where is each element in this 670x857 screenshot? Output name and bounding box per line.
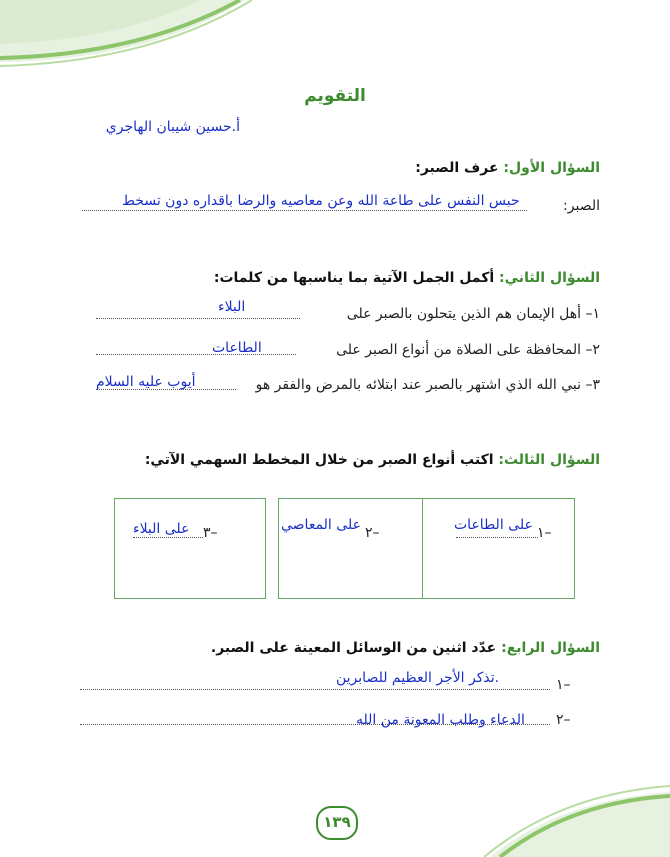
q3-box-3-number: ٣–	[203, 525, 218, 541]
q1-answer: حبس النفس على طاعة الله وعن معاصيه والرضا باقداره دون تسخط	[122, 193, 520, 209]
author-name: أ.حسين شيبان الهاجري	[105, 119, 240, 135]
q2-item-3-text: ٣– نبي الله الذي اشتهر بالصبر عند ابتلائه بالمرض والفقر هو	[255, 377, 600, 393]
question-2-prompt: أكمل الجمل الآتية بما يناسبها من كلمات:	[213, 270, 495, 286]
question-4-prompt: عدّد اثنين من الوسائل المعينة على الصبر.	[210, 640, 497, 656]
question-4-heading	[211, 640, 600, 656]
q2-item-1-text: ١– أهل الإيمان هم الذين يتحلون بالصبر على	[346, 306, 600, 322]
q3-box-2	[278, 498, 423, 599]
question-3-heading	[145, 452, 600, 468]
q2-item-2-line	[96, 354, 296, 355]
q3-box-1-answer: على الطاعات	[454, 517, 533, 533]
q2-item-3-answer: أيوب عليه السلام	[96, 374, 196, 390]
q3-box-1-number: ١–	[537, 525, 552, 541]
bottom-right-decoration	[480, 780, 670, 857]
q1-answer-line	[82, 210, 527, 211]
q4-item-1-line	[80, 689, 550, 690]
q4-item-2-number: ٢–	[556, 712, 571, 728]
q1-term: الصبر:	[563, 198, 600, 214]
page-number: ١٣٩	[316, 806, 358, 840]
q3-box-3	[114, 498, 266, 599]
q2-item-1-answer: البلاء	[218, 299, 246, 315]
question-3-prompt: اكتب أنواع الصبر من خلال المخطط السهمي الآتي:	[144, 452, 494, 468]
q2-item-2-answer: الطاعات	[212, 340, 262, 356]
q4-item-2-answer: الدعاء وطلب المعونة من الله	[356, 712, 525, 728]
top-left-decoration	[0, 0, 260, 70]
question-2-label: السؤال الثاني:	[499, 270, 600, 286]
q3-box-1-line	[456, 537, 538, 538]
question-2-heading	[214, 270, 600, 286]
question-1-prompt: عرف الصبر:	[415, 160, 499, 176]
question-3-label: السؤال الثالث:	[498, 452, 600, 468]
q4-item-1-number: ١–	[556, 677, 571, 693]
q3-box-1	[421, 498, 575, 599]
q3-box-3-answer: على البلاء	[133, 521, 190, 537]
q2-item-2-text: ٢– المحافظة على الصلاة من أنواع الصبر على	[336, 342, 600, 358]
q4-item-1-answer: تذكر الأجر العظيم للصابرين.	[336, 670, 500, 686]
question-1-label: السؤال الأول:	[503, 160, 600, 176]
question-4-label: السؤال الرابع:	[501, 640, 600, 656]
q3-box-2-answer: على المعاصي	[281, 517, 361, 533]
q3-box-3-line	[133, 537, 203, 538]
page-title: التقويم	[304, 86, 366, 106]
q3-box-2-number: ٢–	[365, 525, 380, 541]
q2-item-1-line	[96, 318, 300, 319]
question-1-heading	[415, 160, 600, 176]
